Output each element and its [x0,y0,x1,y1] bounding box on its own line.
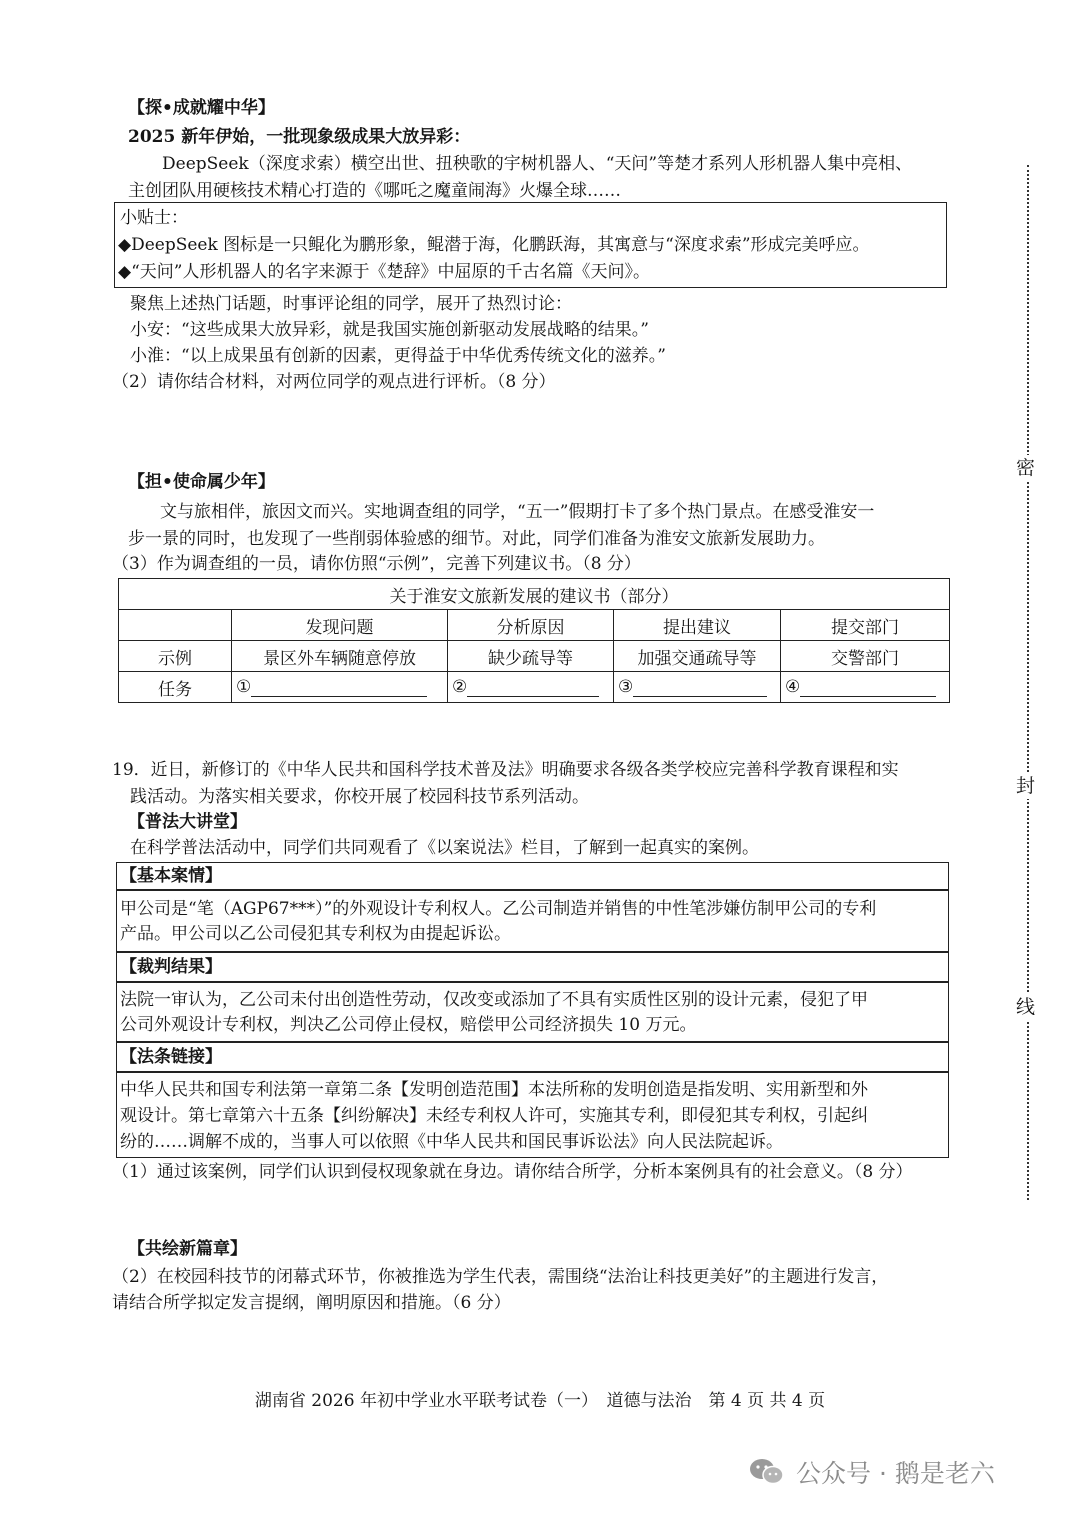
question-3: （3）作为调查组的一员，请你仿照“示例”，完善下列建议书。（8 分） [112,554,641,574]
case-title: 【基本案情】 [120,866,222,886]
task-blank-4[interactable]: ④ [781,672,950,703]
section-header-lecture: 【普法大讲堂】 [128,812,247,832]
law-text: 中华人民共和国专利法第一章第二条【发明创造范围】本法所称的发明创造是指发明、实用新型和外 [120,1080,868,1100]
law-text: 观设计。第七章第六十五条【纠纷解决】未经专利权人许可，实施其专利，即侵犯其专利权，引起纠 [120,1106,868,1126]
case-title-box [116,862,949,890]
table-title: 关于淮安文旅新发展的建议书（部分） [119,579,950,610]
intro-text: 2025 新年伊始，一批现象级成果大放异彩： [128,127,471,147]
result-title: 【裁判结果】 [120,957,222,977]
task-blank-1[interactable]: ① [232,672,448,703]
tip-item: ◆DeepSeek 图标是一只鲲化为鹏形象，鲲潜于海，化鹏跃海，其寓意与“深度求索”形成完美呼应。 [118,235,870,255]
tips-title: 小贴士： [120,208,188,228]
paragraph-line: 文与旅相伴，旅因文而兴。实地调查组的同学，“五一”假期打卡了多个热门景点。在感受淮安一 [160,502,875,522]
binding-mark-feng: 封 [1016,775,1036,797]
watermark-text: 公众号 · 鹅是老六 [796,1459,995,1488]
question-2b: 请结合所学拟定发言提纲，阐明原因和措施。（6 分） [112,1293,511,1313]
q19-intro: 在科学普法活动中，同学们共同观看了《以案说法》栏目，了解到一起真实的案例。 [130,838,759,858]
page-footer: 湖南省 2026 年初中学业水平联考试卷（一） 道德与法治 第 4 页 共 4 页 [254,1391,826,1411]
section-header-mission: 【担•使命属少年】 [128,472,275,492]
wechat-icon [748,1457,786,1487]
tip-item: ◆“天问”人形机器人的名字来源于《楚辞》中屈原的千古名篇《天问》。 [118,262,650,282]
table-corner [119,610,232,641]
task-blank-3[interactable]: ③ [614,672,781,703]
table-header: 发现问题 [232,610,448,641]
table-header: 提出建议 [614,610,781,641]
table-cell: 加强交通疏导等 [614,641,781,672]
question-2b: （2）在校园科技节的闭幕式环节，你被推选为学生代表，需围绕“法治让科技更美好”的主题进行发言， [112,1267,889,1287]
law-title: 【法条链接】 [120,1047,222,1067]
watermark [748,1448,1068,1496]
table-cell: 交警部门 [781,641,950,672]
q19-line: 19．近日，新修订的《中华人民共和国科学技术普及法》明确要求各级各类学校应完善科学教育课程和实 [112,760,899,780]
paragraph-line: 主创团队用硬核技术精心打造的《哪吒之魔童闹海》火爆全球…… [128,181,621,201]
student-huai-quote: 小淮：“以上成果虽有创新的因素，更得益于中华优秀传统文化的滋养。” [130,346,666,366]
table-header: 分析原因 [448,610,614,641]
law-title-box [116,1042,949,1072]
result-text: 公司外观设计专利权，判决乙公司停止侵权，赔偿甲公司经济损失 10 万元。 [120,1015,697,1035]
paragraph-line: 步一景的同时，也发现了一些削弱体验感的细节。对此，同学们准备为淮安文旅新发展助力。 [128,529,825,549]
task-blank-2[interactable]: ② [448,672,614,703]
question-1: （1）通过该案例，同学们认识到侵权现象就在身边。请你结合所学，分析本案例具有的社会意义。（8 分） [112,1162,913,1182]
row-label-example: 示例 [119,641,232,672]
case-text: 产品。甲公司以乙公司侵犯其专利权为由提起诉讼。 [120,924,511,944]
result-title-box [116,952,949,982]
law-text: 纷的……调解不成的，当事人可以依照《中华人民共和国民事诉讼法》向人民法院起诉。 [120,1132,783,1152]
case-text: 甲公司是“笔（AGP67***）”的外观设计专利权人。乙公司制造并销售的中性笔涉嫌仿制甲公司的专利 [120,899,877,919]
binding-mark-mi: 密 [1016,457,1036,479]
q19-line: 践活动。为落实相关要求，你校开展了校园科技节系列活动。 [130,787,589,807]
table-header: 提交部门 [781,610,950,641]
discussion-intro: 聚焦上述热门话题，时事评论组的同学，展开了热烈讨论： [130,294,572,314]
binding-dotted-line [1027,165,1029,1200]
section-header-new-chapter: 【共绘新篇章】 [128,1239,247,1259]
table-cell: 景区外车辆随意停放 [232,641,448,672]
student-an-quote: 小安：“这些成果大放异彩，就是我国实施创新驱动发展战略的结果。” [130,320,649,340]
proposal-table [118,578,950,703]
section-header-explore: 【探•成就耀中华】 [128,98,275,118]
question-2: （2）请你结合材料，对两位同学的观点进行评析。（8 分） [112,372,556,392]
row-label-task: 任务 [119,672,232,703]
binding-mark-xian: 线 [1016,996,1036,1018]
table-cell: 缺少疏导等 [448,641,614,672]
result-text: 法院一审认为，乙公司未付出创造性劳动，仅改变或添加了不具有实质性区别的设计元素，侵犯了甲 [120,990,868,1010]
paragraph-line: DeepSeek（深度求索）横空出世、扭秧歌的宇树机器人、“天问”等楚才系列人形机器人集中亮相、 [162,154,913,174]
